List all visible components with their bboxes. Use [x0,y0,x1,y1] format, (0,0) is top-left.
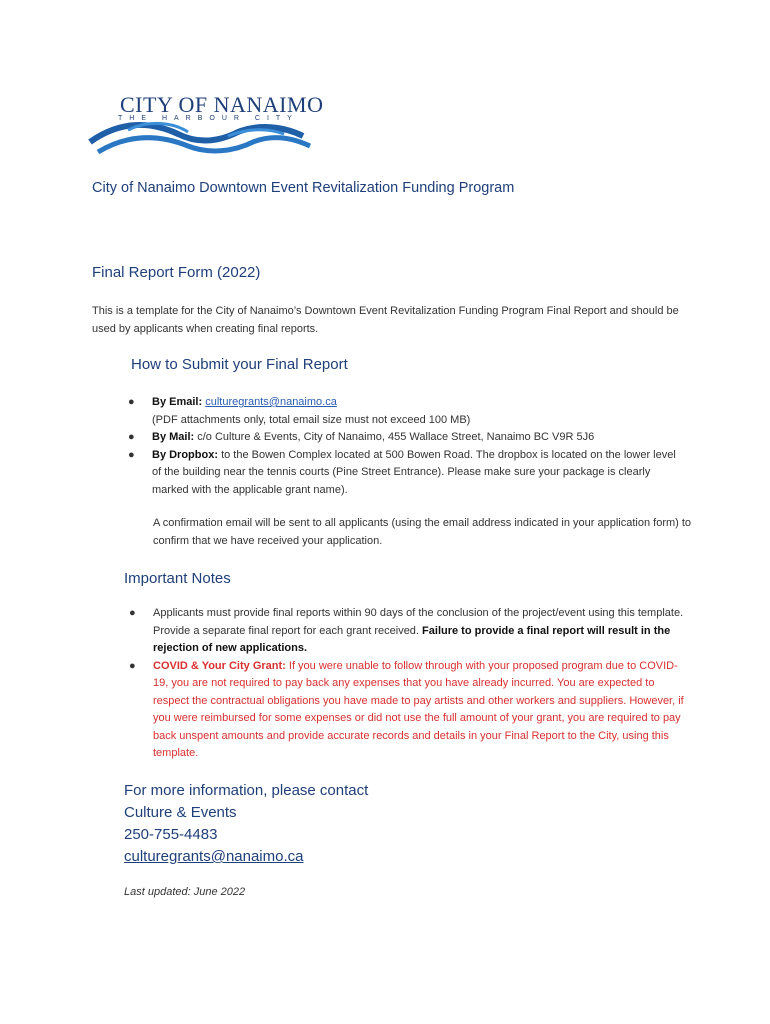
mail-label: By Mail: [152,431,195,443]
wave-logo-icon [88,112,328,160]
note-text: Applicants must provide final reports within 90 days of the conclusion of the project/event using this template. Provide a separate final report for each grant received. [153,607,684,637]
list-item [129,605,689,658]
list-item [128,447,688,500]
list-item [128,429,688,447]
confirmation-paragraph: A confirmation email will be sent to all applicants (using the email address indicated in your application form) to confirm that we have received your application. [153,517,692,547]
contact-phone: 250-755-4483 [124,826,218,843]
last-updated: Last updated: June 2022 [124,886,246,898]
list-item [128,394,688,429]
email-note: (PDF attachments only, total email size must not exceed 100 MB) [152,413,471,426]
contact-block [124,780,368,868]
city-logo [88,88,328,160]
logo-subtitle: THE HARBOUR CITY [118,115,299,122]
email-link[interactable]: culturegrants@nanaimo.ca [205,396,337,408]
dropbox-text: to the Bowen Complex located at 500 Bowen Road. The dropbox is located on the lower level of the building near the tennis courts (Pine Street Entrance). Please make sure your package is clearly marked with the applicable grant name). [152,448,676,496]
email-label: By Email: [152,396,203,408]
dropbox-label: By Dropbox: [152,448,218,461]
covid-label: COVID & Your City Grant: [153,659,286,672]
important-notes-heading: Important Notes [124,570,231,587]
bullet-icon: ● [128,431,135,443]
submission-methods-list [128,394,688,499]
bullet-icon: ● [128,448,135,461]
list-item [129,658,689,763]
contact-email-link[interactable]: culturegrants@nanaimo.ca [124,848,304,865]
logo-title: CITY OF NANAIMO [120,92,324,117]
bullet-icon: ● [129,607,136,619]
bullet-icon: ● [129,659,136,672]
note-warning: Failure to provide a final report will result in the rejection of new applications. [153,624,671,654]
covid-text: If you were unable to follow through with your proposed program due to COVID-19, you are not required to pay back any expenses that you have already incurred. You are expected to respect the contractual obligations you have made to pay artists and other workers and suppliers. However, if you were reimbursed for some expenses or did not use the full amount of your grant, you are required to pay back unspent amounts and provide accurate records and details in your Final Report to the City, using this template. [153,659,684,759]
contact-heading: For more information, please contact [124,782,369,799]
intro-paragraph: This is a template for the City of Nanaimo’s Downtown Event Revitalization Funding Program Final Report and should be used by applicants when creating final reports. [92,305,679,335]
form-title: Final Report Form (2022) [92,264,261,281]
mail-text: c/o Culture & Events, City of Nanaimo, 455 Wallace Street, Nanaimo BC V9R 5J6 [197,431,595,443]
document-title: City of Nanaimo Downtown Event Revitalization Funding Program [92,180,515,196]
bullet-icon: ● [128,396,135,408]
how-to-submit-heading: How to Submit your Final Report [131,356,348,373]
important-notes-list [129,605,689,763]
contact-department: Culture & Events [124,804,237,821]
